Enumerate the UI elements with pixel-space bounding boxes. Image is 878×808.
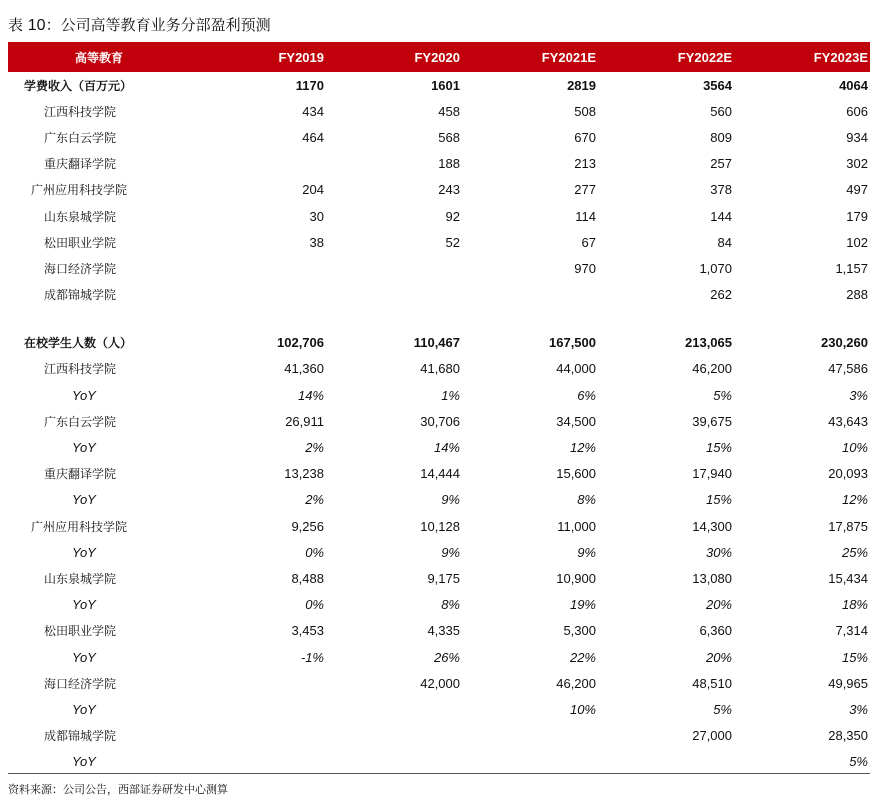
caption-text: ：公司高等教育业务分部盈利预测 bbox=[45, 16, 271, 34]
tuition-row bbox=[8, 124, 870, 150]
students-row bbox=[8, 618, 870, 644]
cell-value: 1,070 bbox=[699, 260, 732, 276]
cell-value: 17,875 bbox=[828, 518, 868, 534]
cell-value: 30% bbox=[705, 544, 732, 560]
row-label: YoY bbox=[72, 597, 96, 613]
cell-value: 4064 bbox=[839, 77, 868, 93]
cell-value: 43,643 bbox=[828, 413, 868, 429]
students-row bbox=[8, 356, 870, 382]
cell-value: 26,911 bbox=[285, 413, 324, 429]
cell-value: 970 bbox=[574, 260, 596, 276]
cell-value: 606 bbox=[846, 103, 868, 119]
cell-value: 20,093 bbox=[828, 466, 868, 482]
row-label: 在校学生人数（人） bbox=[24, 336, 133, 351]
row-label: YoY bbox=[72, 492, 96, 508]
cell-value: 3564 bbox=[703, 77, 732, 93]
cell-value: 15% bbox=[705, 440, 732, 456]
table-caption bbox=[8, 14, 271, 35]
cell-value bbox=[190, 723, 326, 749]
cell-value bbox=[462, 723, 598, 749]
cell-value: 6% bbox=[577, 387, 596, 403]
tuition-row bbox=[8, 177, 870, 203]
tuition-row bbox=[8, 255, 870, 281]
row-label: YoY bbox=[72, 387, 96, 403]
row-label: 江西科技学院 bbox=[44, 104, 117, 119]
cell-value: 10% bbox=[569, 701, 596, 717]
cell-value: 1,157 bbox=[835, 260, 868, 276]
row-label: YoY bbox=[72, 754, 96, 770]
cell-value: 670 bbox=[574, 129, 596, 145]
cell-value: 42,000 bbox=[420, 675, 460, 691]
cell-value: 434 bbox=[302, 103, 324, 119]
cell-value: 188 bbox=[438, 156, 460, 172]
cell-value: 15% bbox=[705, 492, 732, 508]
cell-value: 10% bbox=[841, 440, 868, 456]
spacer-row bbox=[8, 308, 870, 330]
students-row bbox=[8, 408, 870, 434]
group-row-students bbox=[8, 330, 870, 356]
cell-value: 13,080 bbox=[692, 570, 732, 586]
cell-value: 102,706 bbox=[277, 335, 324, 351]
cell-value: 14% bbox=[433, 440, 460, 456]
header-year: FY2020 bbox=[414, 49, 460, 65]
group-row-tuition bbox=[8, 72, 870, 98]
cell-value: 5% bbox=[713, 701, 732, 717]
caption-number: 10 bbox=[27, 17, 46, 34]
cell-value bbox=[598, 749, 734, 775]
cell-value: 9,256 bbox=[291, 518, 324, 534]
cell-value: 26% bbox=[433, 649, 460, 665]
cell-value: 12% bbox=[841, 492, 868, 508]
cell-value: 9% bbox=[577, 544, 596, 560]
row-label: 学费收入（百万元） bbox=[24, 78, 133, 93]
spacer-cell bbox=[8, 308, 870, 330]
students-row bbox=[8, 670, 870, 696]
cell-value: 46,200 bbox=[556, 675, 596, 691]
cell-value bbox=[190, 749, 326, 775]
cell-value: 230,260 bbox=[821, 335, 868, 351]
cell-value: 497 bbox=[846, 182, 868, 198]
row-label: 松田职业学院 bbox=[44, 624, 117, 639]
students-row bbox=[8, 723, 870, 749]
cell-value: 10,900 bbox=[556, 570, 596, 586]
header-label: 高等教育 bbox=[74, 50, 123, 65]
cell-value bbox=[326, 255, 462, 281]
cell-value: 38 bbox=[309, 234, 324, 250]
tuition-row bbox=[8, 203, 870, 229]
cell-value: 25% bbox=[841, 544, 868, 560]
cell-value bbox=[190, 282, 326, 308]
cell-value: 15,434 bbox=[828, 570, 868, 586]
cell-value: 9% bbox=[441, 544, 460, 560]
cell-value: 277 bbox=[574, 182, 596, 198]
cell-value: 11,000 bbox=[557, 518, 596, 534]
cell-value: 14,444 bbox=[420, 466, 460, 482]
cell-value: 13,238 bbox=[284, 466, 324, 482]
cell-value: 5% bbox=[713, 387, 732, 403]
row-label: 山东泉城学院 bbox=[44, 571, 117, 586]
row-label: 江西科技学院 bbox=[44, 362, 117, 377]
cell-value: 508 bbox=[574, 103, 596, 119]
header-year: FY2023E bbox=[813, 49, 868, 65]
cell-value: 9,175 bbox=[427, 570, 460, 586]
table-body bbox=[8, 72, 870, 775]
students-row bbox=[8, 513, 870, 539]
students-row bbox=[8, 565, 870, 591]
cell-value bbox=[190, 696, 326, 722]
cell-value: 14% bbox=[297, 387, 324, 403]
source-note: 资料来源：公司公告，西部证券研发中心测算 bbox=[8, 783, 228, 796]
cell-value: 20% bbox=[705, 649, 732, 665]
yoy-row bbox=[8, 644, 870, 670]
row-label: YoY bbox=[72, 701, 96, 717]
cell-value: 5,300 bbox=[563, 623, 596, 639]
cell-value: 41,360 bbox=[284, 361, 324, 377]
cell-value: 14,300 bbox=[692, 518, 732, 534]
row-label: 山东泉城学院 bbox=[44, 209, 117, 224]
cell-value: 18% bbox=[841, 597, 868, 613]
cell-value: 2819 bbox=[567, 77, 596, 93]
cell-value bbox=[190, 255, 326, 281]
row-label: 海口经济学院 bbox=[44, 261, 117, 276]
cell-value: 20% bbox=[705, 597, 732, 613]
cell-value: 1% bbox=[441, 387, 460, 403]
yoy-row bbox=[8, 434, 870, 460]
cell-value: 179 bbox=[846, 208, 868, 224]
row-label: 海口经济学院 bbox=[44, 676, 117, 691]
cell-value: 204 bbox=[302, 182, 324, 198]
cell-value: -1% bbox=[300, 649, 324, 665]
bottom-rule bbox=[8, 773, 870, 774]
cell-value: 17,940 bbox=[692, 466, 732, 482]
cell-value: 8,488 bbox=[291, 570, 324, 586]
cell-value: 934 bbox=[846, 129, 868, 145]
cell-value: 464 bbox=[302, 129, 324, 145]
row-label: 松田职业学院 bbox=[44, 235, 117, 250]
cell-value: 19% bbox=[569, 597, 596, 613]
row-label: 成都锦城学院 bbox=[44, 288, 117, 303]
cell-value: 8% bbox=[441, 597, 460, 613]
yoy-row bbox=[8, 382, 870, 408]
row-label: 重庆翻译学院 bbox=[44, 467, 117, 482]
cell-value: 6,360 bbox=[699, 623, 732, 639]
row-label: 广州应用科技学院 bbox=[31, 183, 128, 198]
row-label: YoY bbox=[72, 440, 96, 456]
yoy-row bbox=[8, 592, 870, 618]
row-label: 广州应用科技学院 bbox=[31, 519, 128, 534]
cell-value: 28,350 bbox=[828, 728, 868, 744]
cell-value bbox=[462, 282, 598, 308]
cell-value: 3% bbox=[849, 387, 868, 403]
cell-value: 257 bbox=[710, 156, 732, 172]
cell-value bbox=[190, 670, 326, 696]
cell-value: 30 bbox=[309, 208, 324, 224]
caption-prefix: 表 bbox=[8, 16, 28, 34]
cell-value bbox=[326, 749, 462, 775]
cell-value: 67 bbox=[581, 234, 596, 250]
cell-value: 44,000 bbox=[556, 361, 596, 377]
cell-value: 15,600 bbox=[556, 466, 596, 482]
cell-value: 30,706 bbox=[420, 413, 460, 429]
cell-value: 378 bbox=[710, 182, 732, 198]
header-year: FY2019 bbox=[278, 49, 324, 65]
tuition-row bbox=[8, 151, 870, 177]
cell-value: 4,335 bbox=[427, 623, 460, 639]
cell-value: 243 bbox=[438, 182, 460, 198]
cell-value: 213 bbox=[574, 156, 596, 172]
cell-value: 2% bbox=[305, 492, 324, 508]
cell-value: 1170 bbox=[295, 77, 324, 93]
cell-value: 9% bbox=[441, 492, 460, 508]
cell-value: 0% bbox=[305, 544, 324, 560]
cell-value bbox=[462, 749, 598, 775]
cell-value: 48,510 bbox=[692, 675, 732, 691]
cell-value: 46,200 bbox=[692, 361, 732, 377]
forecast-table bbox=[8, 42, 870, 775]
yoy-row bbox=[8, 539, 870, 565]
cell-value: 22% bbox=[569, 649, 596, 665]
cell-value: 92 bbox=[445, 208, 460, 224]
cell-value: 3,453 bbox=[291, 623, 324, 639]
header-row bbox=[8, 42, 870, 72]
cell-value: 8% bbox=[577, 492, 596, 508]
yoy-row bbox=[8, 749, 870, 775]
cell-value: 809 bbox=[710, 129, 732, 145]
cell-value: 84 bbox=[717, 234, 732, 250]
cell-value: 167,500 bbox=[549, 335, 596, 351]
cell-value: 5% bbox=[849, 754, 868, 770]
tuition-row bbox=[8, 282, 870, 308]
cell-value bbox=[190, 151, 326, 177]
cell-value: 15% bbox=[841, 649, 868, 665]
cell-value: 262 bbox=[710, 287, 732, 303]
header-year: FY2022E bbox=[677, 49, 732, 65]
row-label: YoY bbox=[72, 544, 96, 560]
cell-value: 2% bbox=[305, 440, 324, 456]
cell-value: 52 bbox=[445, 234, 460, 250]
cell-value: 34,500 bbox=[556, 413, 596, 429]
row-label: 成都锦城学院 bbox=[44, 729, 117, 744]
students-row bbox=[8, 461, 870, 487]
cell-value: 114 bbox=[575, 208, 596, 224]
cell-value: 0% bbox=[305, 597, 324, 613]
cell-value: 458 bbox=[438, 103, 460, 119]
cell-value: 12% bbox=[569, 440, 596, 456]
cell-value: 7,314 bbox=[835, 623, 868, 639]
cell-value: 41,680 bbox=[420, 361, 460, 377]
cell-value: 568 bbox=[438, 129, 460, 145]
cell-value bbox=[326, 723, 462, 749]
row-label: 广东白云学院 bbox=[44, 130, 117, 145]
cell-value: 288 bbox=[846, 287, 868, 303]
cell-value: 47,586 bbox=[828, 361, 868, 377]
cell-value: 213,065 bbox=[685, 335, 732, 351]
cell-value: 49,965 bbox=[828, 675, 868, 691]
row-label: 广东白云学院 bbox=[44, 414, 117, 429]
row-label: YoY bbox=[72, 649, 96, 665]
cell-value: 144 bbox=[710, 208, 732, 224]
cell-value: 3% bbox=[849, 701, 868, 717]
row-label: 重庆翻译学院 bbox=[44, 157, 117, 172]
cell-value: 302 bbox=[846, 156, 868, 172]
yoy-row bbox=[8, 696, 870, 722]
cell-value: 27,000 bbox=[692, 728, 732, 744]
yoy-row bbox=[8, 487, 870, 513]
cell-value: 10,128 bbox=[420, 518, 460, 534]
cell-value: 39,675 bbox=[692, 413, 732, 429]
header-year: FY2021E bbox=[541, 49, 596, 65]
cell-value: 102 bbox=[846, 234, 868, 250]
cell-value bbox=[326, 282, 462, 308]
tuition-row bbox=[8, 98, 870, 124]
cell-value: 560 bbox=[710, 103, 732, 119]
cell-value: 1601 bbox=[431, 77, 460, 93]
cell-value bbox=[326, 696, 462, 722]
cell-value: 110,467 bbox=[413, 335, 460, 351]
tuition-row bbox=[8, 229, 870, 255]
